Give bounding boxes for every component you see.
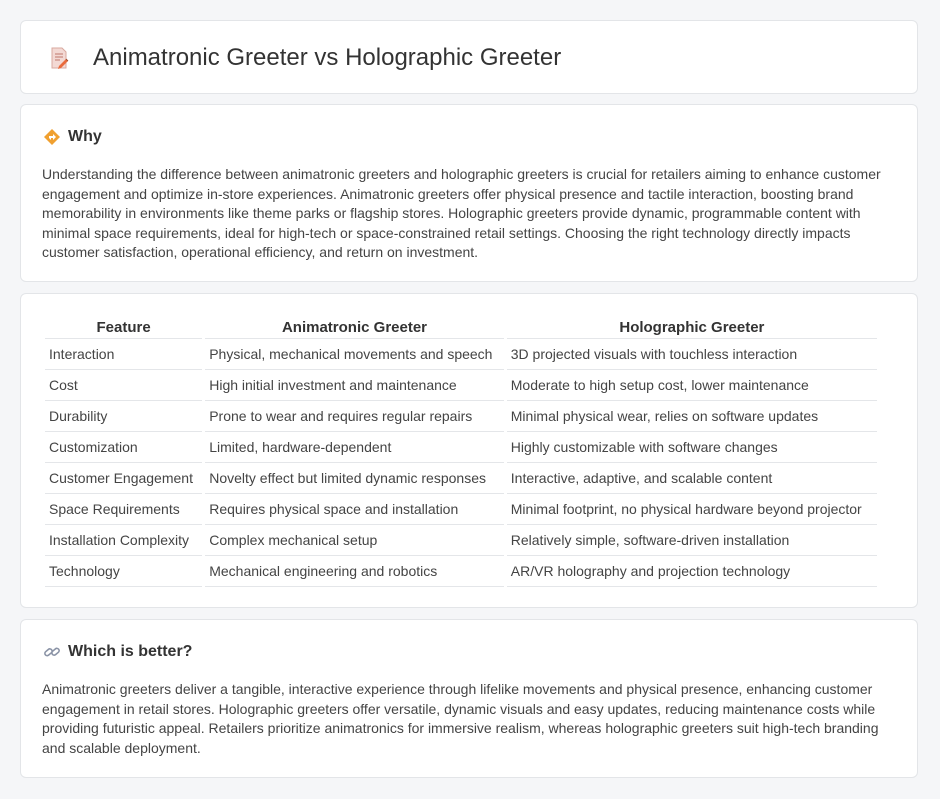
- cell-animatronic: Physical, mechanical movements and speech: [205, 339, 504, 370]
- better-heading: Which is better?: [68, 643, 193, 660]
- header-feature: Feature: [45, 316, 202, 339]
- cell-holographic: 3D projected visuals with touchless interaction: [507, 339, 877, 370]
- cell-animatronic: Prone to wear and requires regular repairs: [205, 401, 504, 432]
- cell-animatronic: High initial investment and maintenance: [205, 370, 504, 401]
- cell-feature: Customization: [45, 432, 202, 463]
- why-heading: Why: [68, 128, 102, 145]
- cell-animatronic: Novelty effect but limited dynamic responses: [205, 463, 504, 494]
- cell-holographic: Minimal physical wear, relies on software updates: [507, 401, 877, 432]
- cell-holographic: Moderate to high setup cost, lower maintenance: [507, 370, 877, 401]
- document-pencil-icon: [47, 46, 71, 70]
- cell-feature: Customer Engagement: [45, 463, 202, 494]
- cell-feature: Interaction: [45, 339, 202, 370]
- table-row: [45, 525, 877, 556]
- cell-holographic: AR/VR holography and projection technology: [507, 556, 877, 587]
- why-section: [20, 104, 918, 282]
- cell-holographic: Highly customizable with software changes: [507, 432, 877, 463]
- which-is-better-section: [20, 619, 918, 778]
- why-text: Understanding the difference between animatronic greeters and holographic greeters is crucial for retailers aiming to enhance customer engagement and optimize in-store experiences. Animatronic greeters offer physical presence and tactile interaction, boosting brand memorability in environments like theme parks or flagship stores. Holographic greeters provide dynamic, programmable content with minimal space requirements, ideal for high-tech or space-constrained retail settings. Choosing the right technology directly impacts customer satisfaction, operational efficiency, and return on investment.: [42, 166, 881, 261]
- cell-animatronic: Limited, hardware-dependent: [205, 432, 504, 463]
- table-row: [45, 401, 877, 432]
- cell-feature: Cost: [45, 370, 202, 401]
- table-row: [45, 463, 877, 494]
- cell-holographic: Interactive, adaptive, and scalable content: [507, 463, 877, 494]
- cell-feature: Technology: [45, 556, 202, 587]
- cell-animatronic: Requires physical space and installation: [205, 494, 504, 525]
- table-row: [45, 494, 877, 525]
- table-row: [45, 370, 877, 401]
- header-animatronic: Animatronic Greeter: [205, 316, 504, 339]
- cell-holographic: Minimal footprint, no physical hardware beyond projector: [507, 494, 877, 525]
- table-row: [45, 432, 877, 463]
- table-row: [45, 556, 877, 587]
- cell-feature: Durability: [45, 401, 202, 432]
- diamond-signpost-icon: [43, 128, 61, 146]
- comparison-card: [20, 293, 918, 608]
- title-card: [20, 20, 918, 94]
- header-holographic: Holographic Greeter: [507, 316, 877, 339]
- table-row: [45, 339, 877, 370]
- table-header-row: [45, 316, 877, 339]
- better-text: Animatronic greeters deliver a tangible, interactive experience through lifelike movements and physical presence, enhancing customer engagement in retail stores. Holographic greeters offer versatile, dynamic visuals and easy updates, reducing maintenance costs while providing futuristic appeal. Retailers prioritize animatronics for immersive realism, whereas holographic greeters suit high-tech branding and scalable deployment.: [42, 681, 879, 756]
- comparison-table: [42, 316, 880, 587]
- cell-holographic: Relatively simple, software-driven installation: [507, 525, 877, 556]
- link-icon: [43, 643, 61, 661]
- cell-feature: Installation Complexity: [45, 525, 202, 556]
- cell-feature: Space Requirements: [45, 494, 202, 525]
- page-title: Animatronic Greeter vs Holographic Greeter: [93, 44, 562, 71]
- cell-animatronic: Complex mechanical setup: [205, 525, 504, 556]
- cell-animatronic: Mechanical engineering and robotics: [205, 556, 504, 587]
